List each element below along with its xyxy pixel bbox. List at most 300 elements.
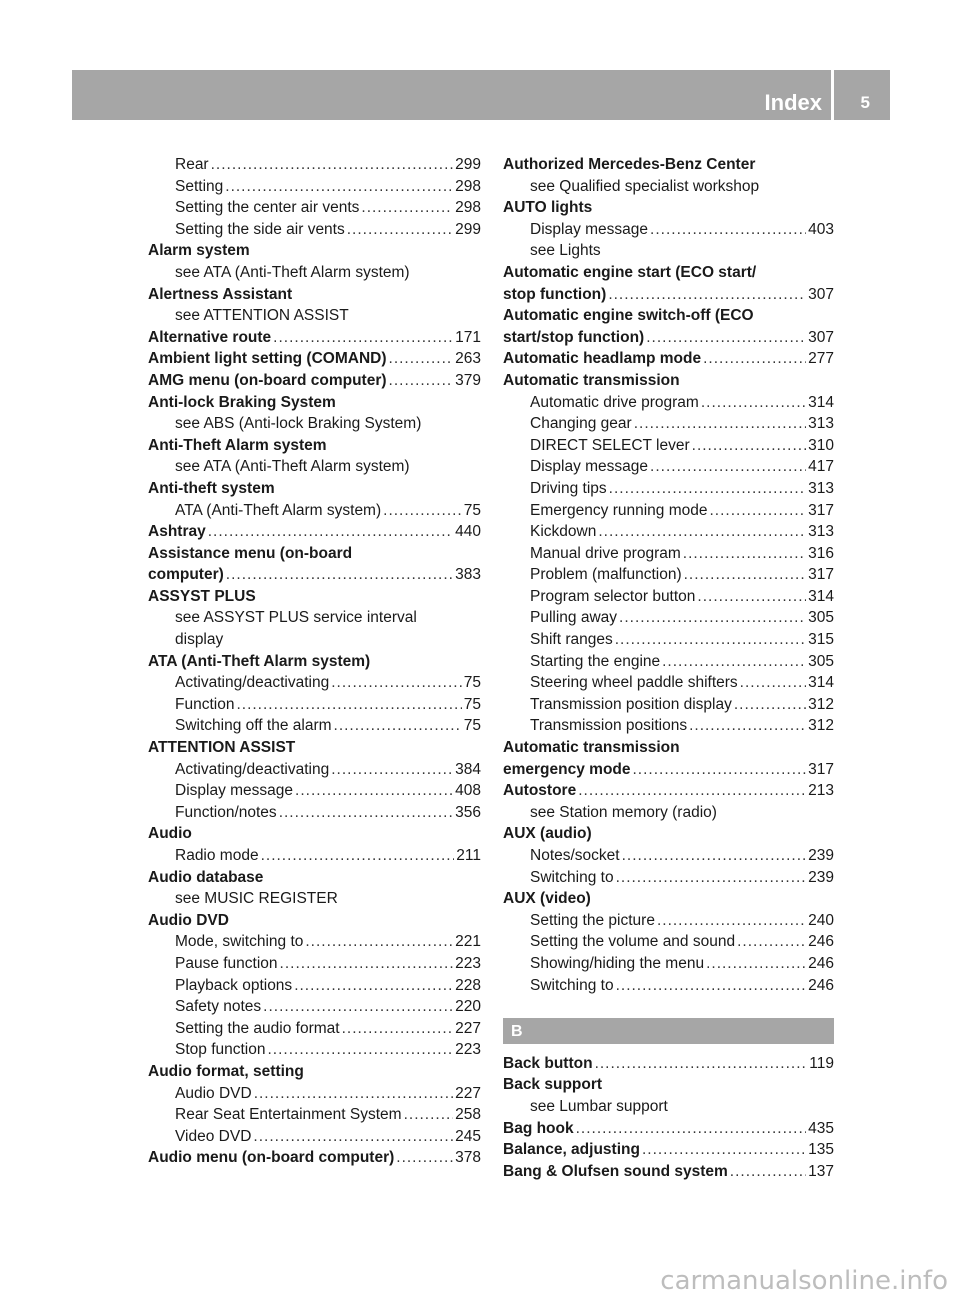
entry-text: Mode, switching to (175, 933, 304, 951)
entry-text: Changing gear (530, 415, 632, 433)
leader-dots (734, 694, 806, 716)
index-heading (148, 737, 481, 759)
leader-dots (295, 780, 453, 802)
entry-text: Starting the engine (530, 652, 661, 670)
leader-dots (615, 629, 806, 651)
index-subentry (503, 802, 834, 824)
index-subentry (148, 262, 481, 284)
entry-text: see ATTENTION ASSIST (175, 307, 349, 325)
index-heading (503, 197, 834, 219)
entry-page-number: 317 (808, 501, 834, 519)
entry-text: Anti-Theft Alarm system (148, 436, 327, 454)
entry-page-number: 435 (808, 1119, 834, 1137)
entry-text: Activating/deactivating (175, 674, 330, 692)
index-subentry (503, 456, 834, 478)
leader-dots (273, 327, 453, 349)
entry-page-number: 313 (808, 523, 834, 541)
entry-text: ASSYST PLUS (148, 587, 256, 605)
entry-text: Emergency running mode (530, 501, 708, 519)
entry-text: Audio database (148, 868, 264, 886)
index-subentry (148, 1126, 481, 1148)
entry-text: Assistance menu (on-board (148, 544, 353, 562)
entry-text: Stop function (175, 1041, 266, 1059)
index-heading (148, 910, 481, 932)
entry-text: Automatic transmission (503, 371, 680, 389)
entry-page-number: 403 (808, 220, 834, 238)
leader-dots (280, 953, 454, 975)
entry-text: Bag hook (503, 1119, 574, 1137)
section-header-b: B (503, 1018, 834, 1044)
entry-page-number: 379 (455, 371, 481, 389)
entry-text: see ATA (Anti-Theft Alarm system) (175, 458, 410, 476)
leader-dots (294, 975, 453, 997)
entry-text: Alternative route (148, 328, 272, 346)
entry-text: Radio mode (175, 847, 259, 864)
leader-dots (650, 219, 806, 241)
leader-dots (253, 1126, 453, 1148)
entry-text: Automatic headlamp mode (503, 350, 702, 368)
leader-dots (578, 780, 806, 802)
index-subentry (503, 176, 834, 198)
index-subentry (148, 888, 481, 910)
entry-page-number: 246 (808, 954, 834, 972)
entry-page-number: 227 (455, 1019, 481, 1037)
index-heading (503, 759, 834, 781)
entry-text: Audio format, setting (148, 1062, 304, 1080)
entry-page-number: 440 (455, 523, 481, 541)
leader-dots (689, 715, 806, 737)
entry-text: Alarm system (148, 242, 250, 260)
index-subentry (503, 975, 834, 997)
leader-dots (737, 931, 806, 953)
leader-dots (254, 1083, 453, 1105)
entry-page-number: 307 (808, 285, 834, 303)
entry-text: Manual drive program (530, 544, 681, 562)
entry-page-number: 310 (808, 436, 834, 454)
index-subentry (503, 413, 834, 435)
entry-page-number: 227 (455, 1084, 481, 1102)
index-heading (148, 348, 481, 370)
entry-page-number: 313 (808, 479, 834, 497)
leader-dots (634, 413, 806, 435)
leader-dots (389, 370, 454, 392)
index-heading (503, 1053, 834, 1075)
index-subentry (148, 197, 481, 219)
leader-dots (347, 219, 453, 241)
entry-page-number: 317 (808, 760, 834, 778)
entry-text: Kickdown (530, 523, 597, 541)
index-heading (503, 780, 834, 802)
index-heading (503, 305, 834, 327)
entry-page-number: 137 (808, 1162, 834, 1180)
entry-text: see ATA (Anti-Theft Alarm system) (175, 263, 410, 281)
entry-text: Program selector button (530, 587, 696, 605)
index-subentry (503, 564, 834, 586)
leader-dots (279, 802, 453, 824)
entry-text: Video DVD (175, 1127, 252, 1145)
leader-dots (226, 564, 453, 586)
entry-page-number: 305 (808, 652, 834, 670)
entry-page-number: 239 (808, 868, 834, 886)
entry-text: Audio DVD (148, 911, 229, 929)
leader-dots (383, 500, 462, 522)
index-column-right-a-entries (503, 154, 834, 996)
index-subentry (148, 694, 481, 716)
entry-text: Audio (148, 825, 192, 843)
entry-text: Function/notes (175, 803, 277, 821)
entry-page-number: 246 (808, 976, 834, 994)
entry-text: Audio menu (on-board computer) (148, 1149, 395, 1167)
index-subentry (503, 219, 834, 241)
entry-text: AUX (video) (503, 890, 591, 908)
entry-page-number: 119 (809, 1054, 834, 1072)
entry-text: Anti-lock Braking System (148, 393, 336, 411)
leader-dots (697, 586, 806, 608)
leader-dots (619, 607, 806, 629)
leader-dots (261, 845, 455, 867)
index-heading (148, 867, 481, 889)
leader-dots (305, 931, 453, 953)
index-subentry (148, 500, 481, 522)
entry-text: Switching to (530, 868, 614, 886)
entry-text: Pulling away (530, 609, 618, 627)
index-subentry (148, 1018, 481, 1040)
entry-text: Automatic transmission (503, 739, 680, 757)
index-subentry (148, 607, 481, 629)
entry-text: see ABS (Anti-lock Braking System) (175, 415, 422, 433)
entry-page-number: 314 (808, 674, 834, 692)
entry-text: Display message (530, 458, 649, 476)
entry-text: DIRECT SELECT lever (530, 436, 690, 454)
entry-text: ATA (Anti-Theft Alarm system) (148, 652, 371, 670)
leader-dots (267, 1039, 453, 1061)
index-subentry (503, 845, 834, 867)
entry-text: Autostore (503, 782, 577, 800)
index-subentry (503, 867, 834, 889)
index-subentry (503, 521, 834, 543)
leader-dots (208, 521, 453, 543)
entry-text: Steering wheel paddle shifters (530, 674, 738, 692)
leader-dots (389, 348, 454, 370)
entry-page-number: 211 (456, 847, 481, 864)
entry-page-number: 317 (808, 566, 834, 584)
entry-text: Setting the volume and sound (530, 933, 736, 951)
index-subentry (148, 672, 481, 694)
entry-text: Shift ranges (530, 631, 613, 649)
index-subentry (148, 219, 481, 241)
entry-text: Automatic engine switch-off (ECO (503, 307, 754, 325)
index-subentry (148, 845, 481, 867)
leader-dots (730, 1161, 806, 1183)
entry-text: Function (175, 695, 235, 713)
entry-text: display (175, 631, 224, 649)
index-subentry (503, 651, 834, 673)
index-heading (503, 1139, 834, 1161)
entry-text: see Lights (530, 242, 601, 260)
leader-dots (706, 953, 806, 975)
index-heading (148, 823, 481, 845)
entry-text: Display message (175, 782, 294, 800)
entry-page-number: 298 (455, 177, 481, 195)
leader-dots (225, 176, 453, 198)
leader-dots (650, 456, 806, 478)
header-divider (831, 70, 834, 120)
entry-page-number: 299 (455, 220, 481, 238)
entry-text: Safety notes (175, 998, 262, 1016)
leader-dots (642, 1139, 806, 1161)
entry-page-number: 246 (808, 933, 834, 951)
index-heading (148, 240, 481, 262)
leader-dots (710, 500, 807, 522)
index-column-right (503, 154, 834, 1182)
index-subentry (148, 715, 481, 737)
index-subentry (148, 996, 481, 1018)
page-number: 5 (860, 93, 870, 112)
entry-page-number: 356 (455, 803, 481, 821)
entry-page-number: 221 (455, 933, 481, 951)
leader-dots (576, 1118, 807, 1140)
index-heading (148, 392, 481, 414)
index-subentry (503, 543, 834, 565)
index-heading (503, 888, 834, 910)
entry-text: Automatic engine start (ECO start/ (503, 263, 757, 281)
entry-page-number: 312 (808, 717, 834, 735)
index-heading (503, 370, 834, 392)
index-heading (148, 521, 481, 543)
index-heading (503, 327, 834, 349)
index-heading (503, 284, 834, 306)
index-subentry (503, 694, 834, 716)
entry-page-number: 314 (808, 393, 834, 411)
leader-dots (684, 564, 807, 586)
index-heading (148, 586, 481, 608)
entry-text: Display message (530, 220, 649, 238)
leader-dots (616, 975, 807, 997)
index-subentry (503, 607, 834, 629)
entry-page-number: 75 (463, 695, 481, 713)
index-subentry (148, 953, 481, 975)
index-column-left (148, 154, 481, 1169)
entry-text: Switching to (530, 976, 614, 994)
entry-text: stop function) (503, 285, 607, 303)
entry-text: Rear (175, 156, 209, 173)
index-subentry (148, 780, 481, 802)
leader-dots (701, 392, 806, 414)
leader-dots (361, 197, 453, 219)
entry-text: see Station memory (radio) (530, 803, 717, 821)
entry-page-number: 240 (808, 911, 834, 929)
leader-dots (404, 1104, 454, 1126)
entry-text: Transmission positions (530, 717, 688, 735)
entry-text: start/stop function) (503, 328, 645, 346)
entry-page-number: 223 (455, 1041, 481, 1059)
entry-text: see MUSIC REGISTER (175, 890, 338, 908)
entry-page-number: 299 (455, 156, 481, 173)
entry-text: Switching off the alarm (175, 717, 332, 735)
index-subentry (148, 629, 481, 651)
index-heading (148, 327, 481, 349)
leader-dots (334, 715, 462, 737)
entry-text: AMG menu (on-board computer) (148, 371, 387, 389)
index-subentry (503, 435, 834, 457)
leader-dots (692, 435, 806, 457)
entry-text: emergency mode (503, 760, 631, 778)
entry-text: Rear Seat Entertainment System (175, 1106, 402, 1124)
leader-dots (740, 672, 806, 694)
index-subentry (148, 802, 481, 824)
entry-text: Automatic drive program (530, 393, 699, 411)
leader-dots (342, 1018, 454, 1040)
leader-dots (331, 672, 462, 694)
index-subentry (148, 759, 481, 781)
page-title: Index (764, 90, 822, 115)
entry-page-number: 75 (463, 717, 481, 735)
index-subentry (503, 392, 834, 414)
entry-text: Setting the side air vents (175, 220, 345, 238)
index-subentry (503, 629, 834, 651)
index-heading (148, 1061, 481, 1083)
entry-page-number: 316 (808, 544, 834, 562)
leader-dots (662, 651, 806, 673)
entry-text: Alertness Assistant (148, 285, 293, 303)
entry-text: Ashtray (148, 523, 206, 541)
entry-text: Activating/deactivating (175, 760, 330, 778)
index-subentry (503, 931, 834, 953)
leader-dots (236, 694, 461, 716)
entry-page-number: 239 (808, 847, 834, 864)
leader-dots (598, 521, 806, 543)
entry-page-number: 220 (455, 998, 481, 1016)
entry-text: see ASSYST PLUS service interval (175, 609, 417, 627)
entry-text: Ambient light setting (COMAND) (148, 350, 387, 368)
entry-text: Setting (175, 177, 224, 195)
leader-dots (616, 867, 807, 889)
index-subentry (148, 456, 481, 478)
index-heading (148, 478, 481, 500)
entry-text: Showing/hiding the menu (530, 954, 705, 972)
entry-text: Driving tips (530, 479, 607, 497)
entry-text: Authorized Mercedes-Benz Center (503, 156, 756, 173)
entry-page-number: 378 (455, 1149, 481, 1167)
entry-text: ATA (Anti-Theft Alarm system) (175, 501, 382, 519)
entry-text: Bang & Olufsen sound system (503, 1162, 728, 1180)
index-subentry (148, 931, 481, 953)
entry-text: Pause function (175, 954, 278, 972)
leader-dots (263, 996, 453, 1018)
index-subentry (503, 500, 834, 522)
entry-page-number: 228 (455, 976, 481, 994)
leader-dots (646, 327, 806, 349)
leader-dots (396, 1147, 453, 1169)
watermark: carmanualsonline.info (660, 1266, 948, 1296)
leader-dots (608, 284, 806, 306)
entry-page-number: 245 (455, 1127, 481, 1145)
entry-text: AUTO lights (503, 199, 593, 217)
leader-dots (609, 478, 806, 500)
entry-page-number: 213 (808, 782, 834, 800)
entry-page-number: 307 (808, 328, 834, 346)
index-subentry (148, 154, 481, 176)
entry-page-number: 312 (808, 695, 834, 713)
entry-text: see Lumbar support (530, 1097, 668, 1115)
entry-text: Audio DVD (175, 1084, 252, 1102)
entry-page-number: 75 (463, 501, 481, 519)
index-subentry (503, 240, 834, 262)
index-subentry (148, 413, 481, 435)
entry-text: Setting the center air vents (175, 199, 360, 217)
index-heading (503, 262, 834, 284)
index-heading (148, 370, 481, 392)
index-heading (148, 564, 481, 586)
entry-page-number: 171 (455, 328, 481, 346)
index-heading (148, 284, 481, 306)
entry-text: ATTENTION ASSIST (148, 739, 296, 757)
entry-page-number: 223 (455, 954, 481, 972)
entry-text: Notes/socket (530, 847, 620, 864)
leader-dots (622, 845, 807, 867)
leader-dots (633, 759, 807, 781)
index-heading (503, 348, 834, 370)
entry-page-number: 313 (808, 415, 834, 433)
entry-page-number: 263 (455, 350, 481, 368)
index-heading (148, 651, 481, 673)
index-subentry (503, 478, 834, 500)
entry-text: AUX (audio) (503, 825, 592, 843)
entry-page-number: 258 (455, 1106, 481, 1124)
entry-page-number: 314 (808, 587, 834, 605)
index-heading (503, 737, 834, 759)
index-subentry (503, 715, 834, 737)
index-heading (148, 435, 481, 457)
entry-page-number: 417 (808, 458, 834, 476)
index-subentry (148, 1104, 481, 1126)
entry-text: Back button (503, 1054, 593, 1072)
leader-dots (657, 910, 806, 932)
index-column-right-b-entries (503, 1053, 834, 1183)
entry-page-number: 277 (808, 350, 834, 368)
index-subentry (503, 672, 834, 694)
entry-page-number: 315 (808, 631, 834, 649)
leader-dots (683, 543, 806, 565)
index-subentry (148, 176, 481, 198)
index-heading (148, 543, 481, 565)
section-spacer (503, 996, 834, 1018)
index-subentry (503, 1096, 834, 1118)
index-subentry (148, 975, 481, 997)
index-subentry (148, 1039, 481, 1061)
entry-page-number: 383 (455, 566, 481, 584)
entry-text: Playback options (175, 976, 293, 994)
entry-page-number: 305 (808, 609, 834, 627)
index-subentry (148, 1083, 481, 1105)
entry-text: Balance, adjusting (503, 1141, 640, 1159)
index-heading (503, 1161, 834, 1183)
leader-dots (331, 759, 453, 781)
entry-text: Anti-theft system (148, 479, 275, 497)
index-subentry (503, 910, 834, 932)
index-heading (503, 823, 834, 845)
index-heading (148, 1147, 481, 1169)
index-heading (503, 1074, 834, 1096)
index-heading (503, 1118, 834, 1140)
entry-page-number: 298 (455, 199, 481, 217)
entry-page-number: 408 (455, 782, 481, 800)
entry-text: see Qualified specialist workshop (530, 177, 760, 195)
entry-text: Back support (503, 1076, 603, 1094)
entry-text: Setting the picture (530, 911, 655, 929)
header-bar (72, 70, 890, 120)
entry-text: Transmission position display (530, 695, 732, 713)
